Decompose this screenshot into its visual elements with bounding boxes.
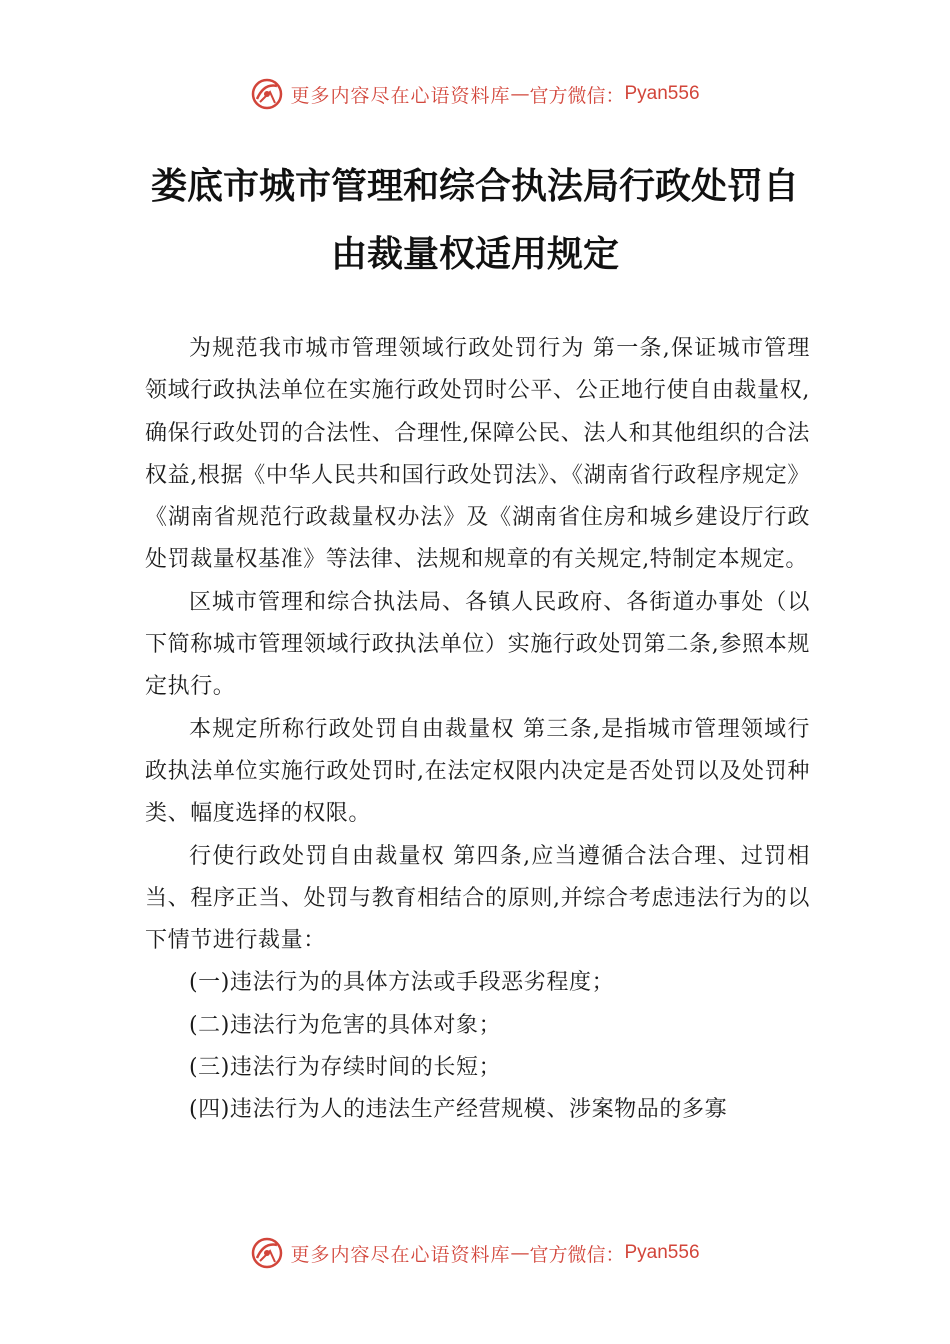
banner-separator: — — [510, 83, 530, 105]
header-banner — [0, 74, 950, 114]
article-1-paragraph: 为规范我市城市管理领域行政处罚行为 第一条,保证城市管理领域行政执法单位在实施行政处罚时公平、公正地行使自由裁量权,确保行政处罚的合法性、合理性,保障公民、法人和其他组织的合法权益,根据《中华人民共和国行政处罚法》、《湖南省行政程序规定》《湖南省规范行政裁量权办法》及《湖南省住房和城乡建设厅行政处罚裁量权基准》等法律、法规和规章的有关规定,特制定本规定。 — [145, 336, 810, 573]
article-2-paragraph: 区城市管理和综合执法局、各镇人民政府、各街道办事处（以下简称城市管理领域行政执法单位）实施行政处罚第二条,参照本规定执行。 — [145, 589, 810, 700]
document-body — [145, 328, 810, 1132]
title-line-2: 由裁量权适用规定 — [330, 233, 619, 275]
list-item: (四)违法行为人的违法生产经营规模、涉案物品的多寡 — [189, 1097, 728, 1123]
list-item: (三)违法行为存续时间的长短； — [189, 1055, 502, 1081]
list-item: (一)违法行为的具体方法或手段恶劣程度； — [189, 970, 615, 996]
wechat-label: 官方微信： — [529, 1243, 625, 1266]
document-title — [130, 152, 820, 288]
banner-text: 更多内容尽在心语资料库 — [290, 84, 511, 107]
article-3-paragraph: 本规定所称行政处罚自由裁量权 第三条,是指城市管理领域行政执法单位实施行政处罚时,在法定权限内决定是否处罚以及处罚种类、幅度选择的权限。 — [145, 716, 810, 827]
footer-banner — [0, 1233, 950, 1273]
list-item: (二)违法行为危害的具体对象； — [189, 1012, 502, 1038]
banner-separator: — — [510, 1242, 530, 1264]
wechat-id: Pyan556 — [624, 83, 700, 104]
brand-logo-icon — [250, 1236, 284, 1270]
brand-logo-icon — [250, 77, 284, 111]
wechat-id: Pyan556 — [624, 1242, 700, 1263]
wechat-label: 官方微信： — [529, 84, 625, 107]
title-line-1: 娄底市城市管理和综合执法局行政处罚自 — [150, 165, 799, 207]
article-4-paragraph: 行使行政处罚自由裁量权 第四条,应当遵循合法合理、过罚相当、程序正当、处罚与教育相结合的原则,并综合考虑违法行为的以下情节进行裁量： — [145, 843, 810, 954]
banner-text: 更多内容尽在心语资料库 — [290, 1243, 511, 1266]
